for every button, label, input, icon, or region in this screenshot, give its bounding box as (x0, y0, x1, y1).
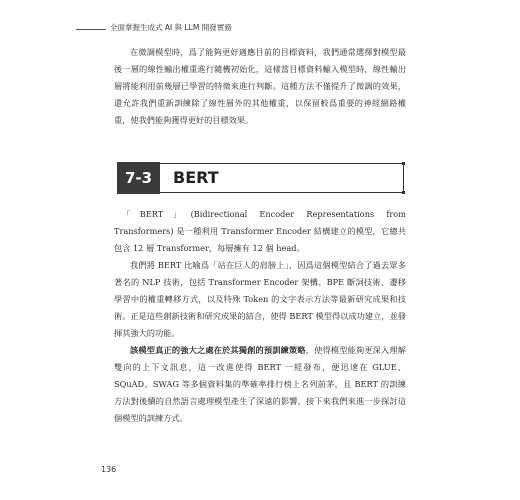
paragraph-bert-definition: 「BERT」(Bidirectional Encoder Representations from Transformers) 是一種利用 Transformer Encoder 結構建立的模型，它總共包含 12 層 Transformer，每層擁有 12 個 head。 (114, 209, 406, 253)
paragraph-bert-shoulders: 我們將 BERT 比喻爲「站在巨人的肩膀上」，因爲這個模型結合了過去眾多著名的 NLP 技術，包括 Transformer Encoder 架構、BPE 斷詞技術、遷移學習中的權重轉移方式，以及特殊 Token 的文字表示方法等最新研究成果和技術。正是這些創新技術和研究成果的結合，使得 BERT 模型得以成功建立，並發揮其強大的功能。 (114, 260, 406, 338)
section-number: 7-3 (117, 162, 160, 194)
section-title: BERT (173, 168, 219, 187)
section-body (114, 206, 406, 427)
corner-mark (402, 162, 405, 165)
paragraph-pretraining (114, 342, 406, 427)
intro-paragraph-block (114, 44, 406, 129)
page-number: 136 (101, 465, 117, 474)
running-header: 全面掌握生成式 AI 與 LLM 開發實務 (110, 23, 232, 32)
intro-paragraph: 在微調模型時，爲了能夠更好適應目前的目標資料，我們通常選擇對模型最後一層的線性輸出權重進行隨機初始化，這樣當目標資料輸入模型時，線性輸出層將能利用前幾層已學習的特徵來進行判斷。這種方法不僅提升了微調的效果，還允許我們重新訓練除了線性層外的其他權重，以保留較爲重要的神經網路權重，使我們能夠獲得更好的目標效果。 (114, 47, 406, 125)
header-rule (76, 29, 106, 30)
emphasis-text: 該模型真正的強大之處在於其獨創的預訓練策略 (130, 345, 306, 355)
section-heading (118, 163, 404, 193)
corner-mark (402, 191, 405, 194)
paragraph-continuation: ，使得模型能夠更深入理解雙向的上下文訊息，這一改進使得 BERT 一經發布，便迅速在 GLUE、SQuAD、SWAG 等多個資料集的準確率排行榜上名列前茅，且 BERT 的訓練方法對後續的自然語言處理模型產生了深遠的影響，接下來我們來進一步探討這個模型的訓練方式。 (114, 345, 406, 423)
